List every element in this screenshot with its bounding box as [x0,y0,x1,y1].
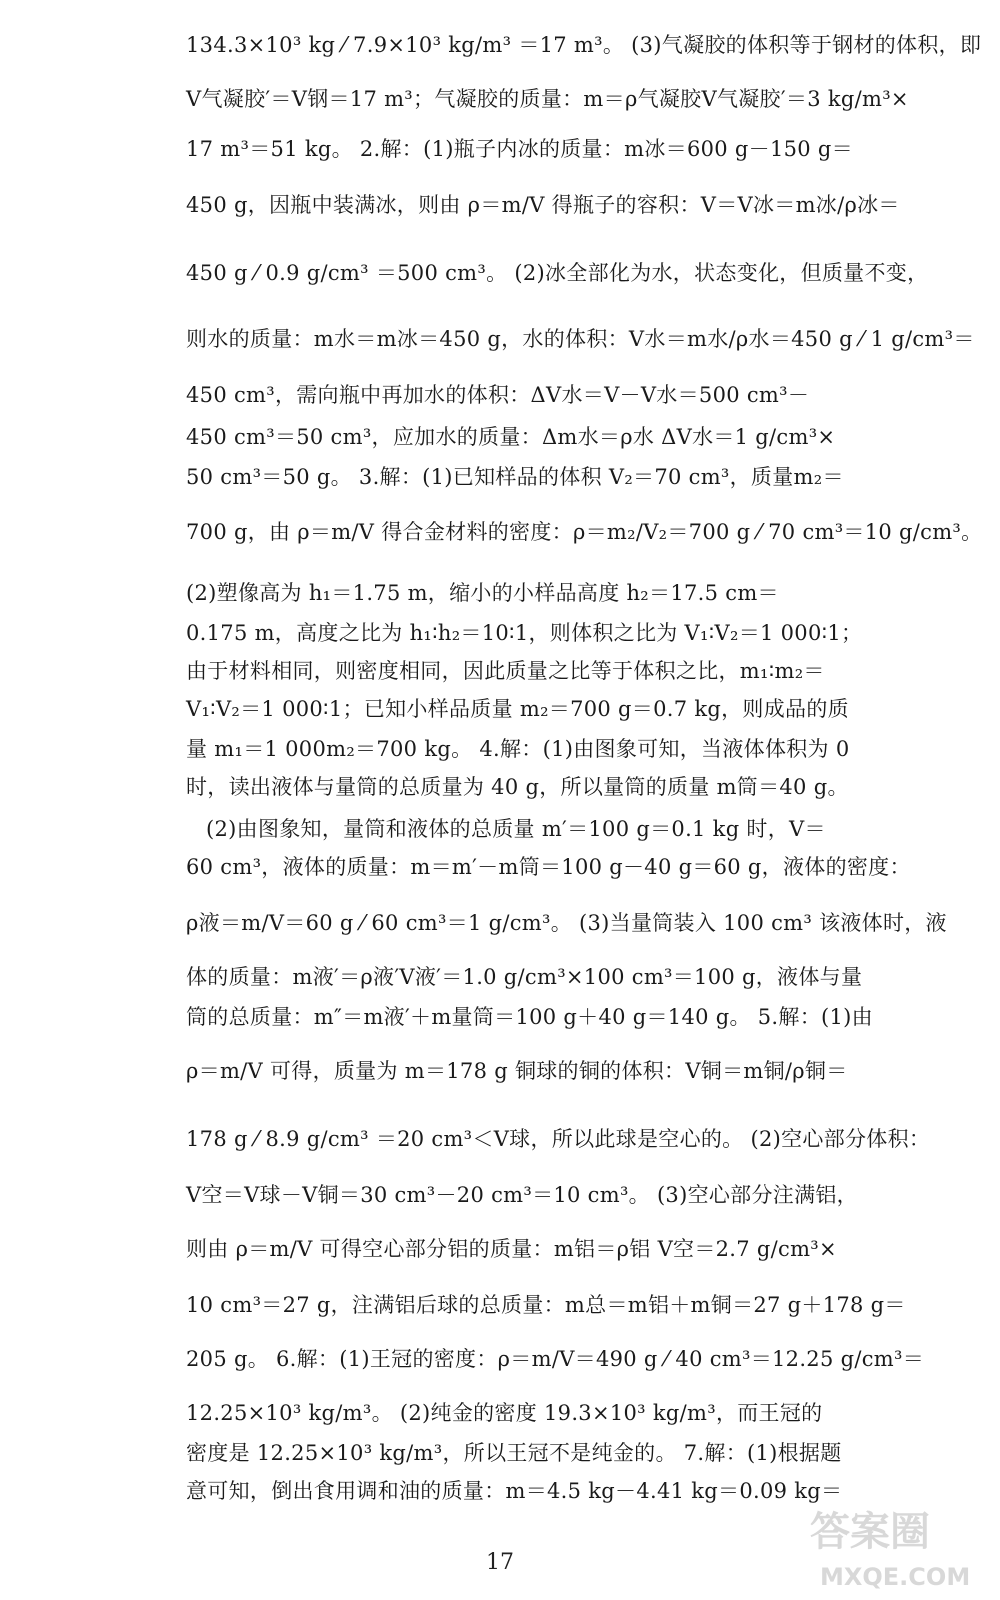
text-line: 178 g ⁄ 8.9 g/cm³ ＝20 cm³＜V球，所以此球是空心的。 (2)空心部分体积： [186,1127,931,1151]
text-line: 10 cm³＝27 g，注满铝后球的总质量：m总＝m铝＋m铜＝27 g＋178 g＝ [186,1293,906,1317]
text-line: ρ液＝m/V＝60 g ⁄ 60 cm³＝1 g/cm³。 (3)当量筒装入 100 cm³ 该液体时，液 [186,911,947,935]
text-line: 205 g。 6.解：(1)王冠的密度：ρ＝m/V＝490 g ⁄ 40 cm³＝12.25 g/cm³＝ [186,1347,925,1371]
text-line: 700 g，由 ρ＝m/V 得合金材料的密度：ρ＝m₂/V₂＝700 g ⁄ 70 cm³＝10 g/cm³。 [186,520,983,544]
text-line: V₁∶V₂＝1 000∶1；已知小样品质量 m₂＝700 g＝0.7 kg，则成品的质 [186,697,849,721]
text-line: 134.3×10³ kg ⁄ 7.9×10³ kg/m³ ＝17 m³。 (3)气凝胶的体积等于钢材的体积，即 [186,33,982,57]
text-line: 50 cm³＝50 g。 3.解：(1)已知样品的体积 V₂＝70 cm³，质量m₂＝ [186,465,844,489]
text-line: (2)由图象知，量筒和液体的总质量 m′＝100 g＝0.1 kg 时，V＝ [206,817,826,841]
watermark-logo [800,1490,990,1595]
text-line: 则水的质量：m水＝m冰＝450 g，水的体积：V水＝m水/ρ水＝450 g ⁄ 1 g/cm³＝ [186,327,975,351]
text-line: 12.25×10³ kg/m³。 (2)纯金的密度 19.3×10³ kg/m³，而王冠的 [186,1401,823,1425]
text-line: 时，读出液体与量筒的总质量为 40 g，所以量筒的质量 m筒＝40 g。 [186,775,849,799]
text-line: 450 cm³＝50 cm³，应加水的质量：Δm水＝ρ水 ΔV水＝1 g/cm³× [186,425,836,449]
text-line: 密度是 12.25×10³ kg/m³，所以王冠不是纯金的。 7.解：(1)根据题 [186,1441,842,1465]
text-line: V空＝V球－V铜＝30 cm³－20 cm³＝10 cm³。 (3)空心部分注满铝， [186,1183,858,1207]
text-line: V气凝胶′＝V钢＝17 m³；气凝胶的质量：m＝ρ气凝胶V气凝胶′＝3 kg/m³× [186,87,909,111]
text-line: 筒的总质量：m″＝m液′＋m量筒＝100 g＋40 g＝140 g。 5.解：(1)由 [186,1005,873,1029]
text-line: 17 m³＝51 kg。 2.解：(1)瓶子内冰的质量：m冰＝600 g－150 g＝ [186,137,853,161]
text-line: 450 cm³，需向瓶中再加水的体积：ΔV水＝V－V水＝500 cm³－ [186,383,810,407]
text-line: 量 m₁＝1 000m₂＝700 kg。 4.解：(1)由图象可知，当液体体积为 0 [186,737,850,761]
watermark-url: MXQE.COM [820,1563,971,1591]
text-line: ρ＝m/V 可得，质量为 m＝178 g 铜球的铜的体积：V铜＝m铜/ρ铜＝ [186,1059,848,1083]
text-line: (2)塑像高为 h₁＝1.75 m，缩小的小样品高度 h₂＝17.5 cm＝ [186,581,779,605]
text-line: 60 cm³，液体的质量：m＝m′－m筒＝100 g－40 g＝60 g，液体的密度： [186,855,911,879]
text-line: 由于材料相同，则密度相同，因此质量之比等于体积之比，m₁∶m₂＝ [186,659,825,683]
text-line: 意可知，倒出食用调和油的质量：m＝4.5 kg－4.41 kg＝0.09 kg＝ [186,1479,843,1503]
text-line: 450 g，因瓶中装满冰，则由 ρ＝m/V 得瓶子的容积：V＝V冰＝m冰/ρ冰＝ [186,193,900,217]
text-line: 则由 ρ＝m/V 可得空心部分铝的质量：m铝＝ρ铝 V空＝2.7 g/cm³× [186,1237,837,1261]
page-number: 17 [486,1550,514,1575]
text-line: 450 g ⁄ 0.9 g/cm³ ＝500 cm³。 (2)冰全部化为水，状态变化，但质量不变， [186,261,929,285]
text-line: 体的质量：m液′＝ρ液′V液′＝1.0 g/cm³×100 cm³＝100 g，液体与量 [186,965,863,989]
watermark-logo-text: 答案圈 [810,1509,930,1555]
text-line: 0.175 m，高度之比为 h₁∶h₂＝10∶1，则体积之比为 V₁∶V₂＝1 000∶1； [186,621,863,645]
